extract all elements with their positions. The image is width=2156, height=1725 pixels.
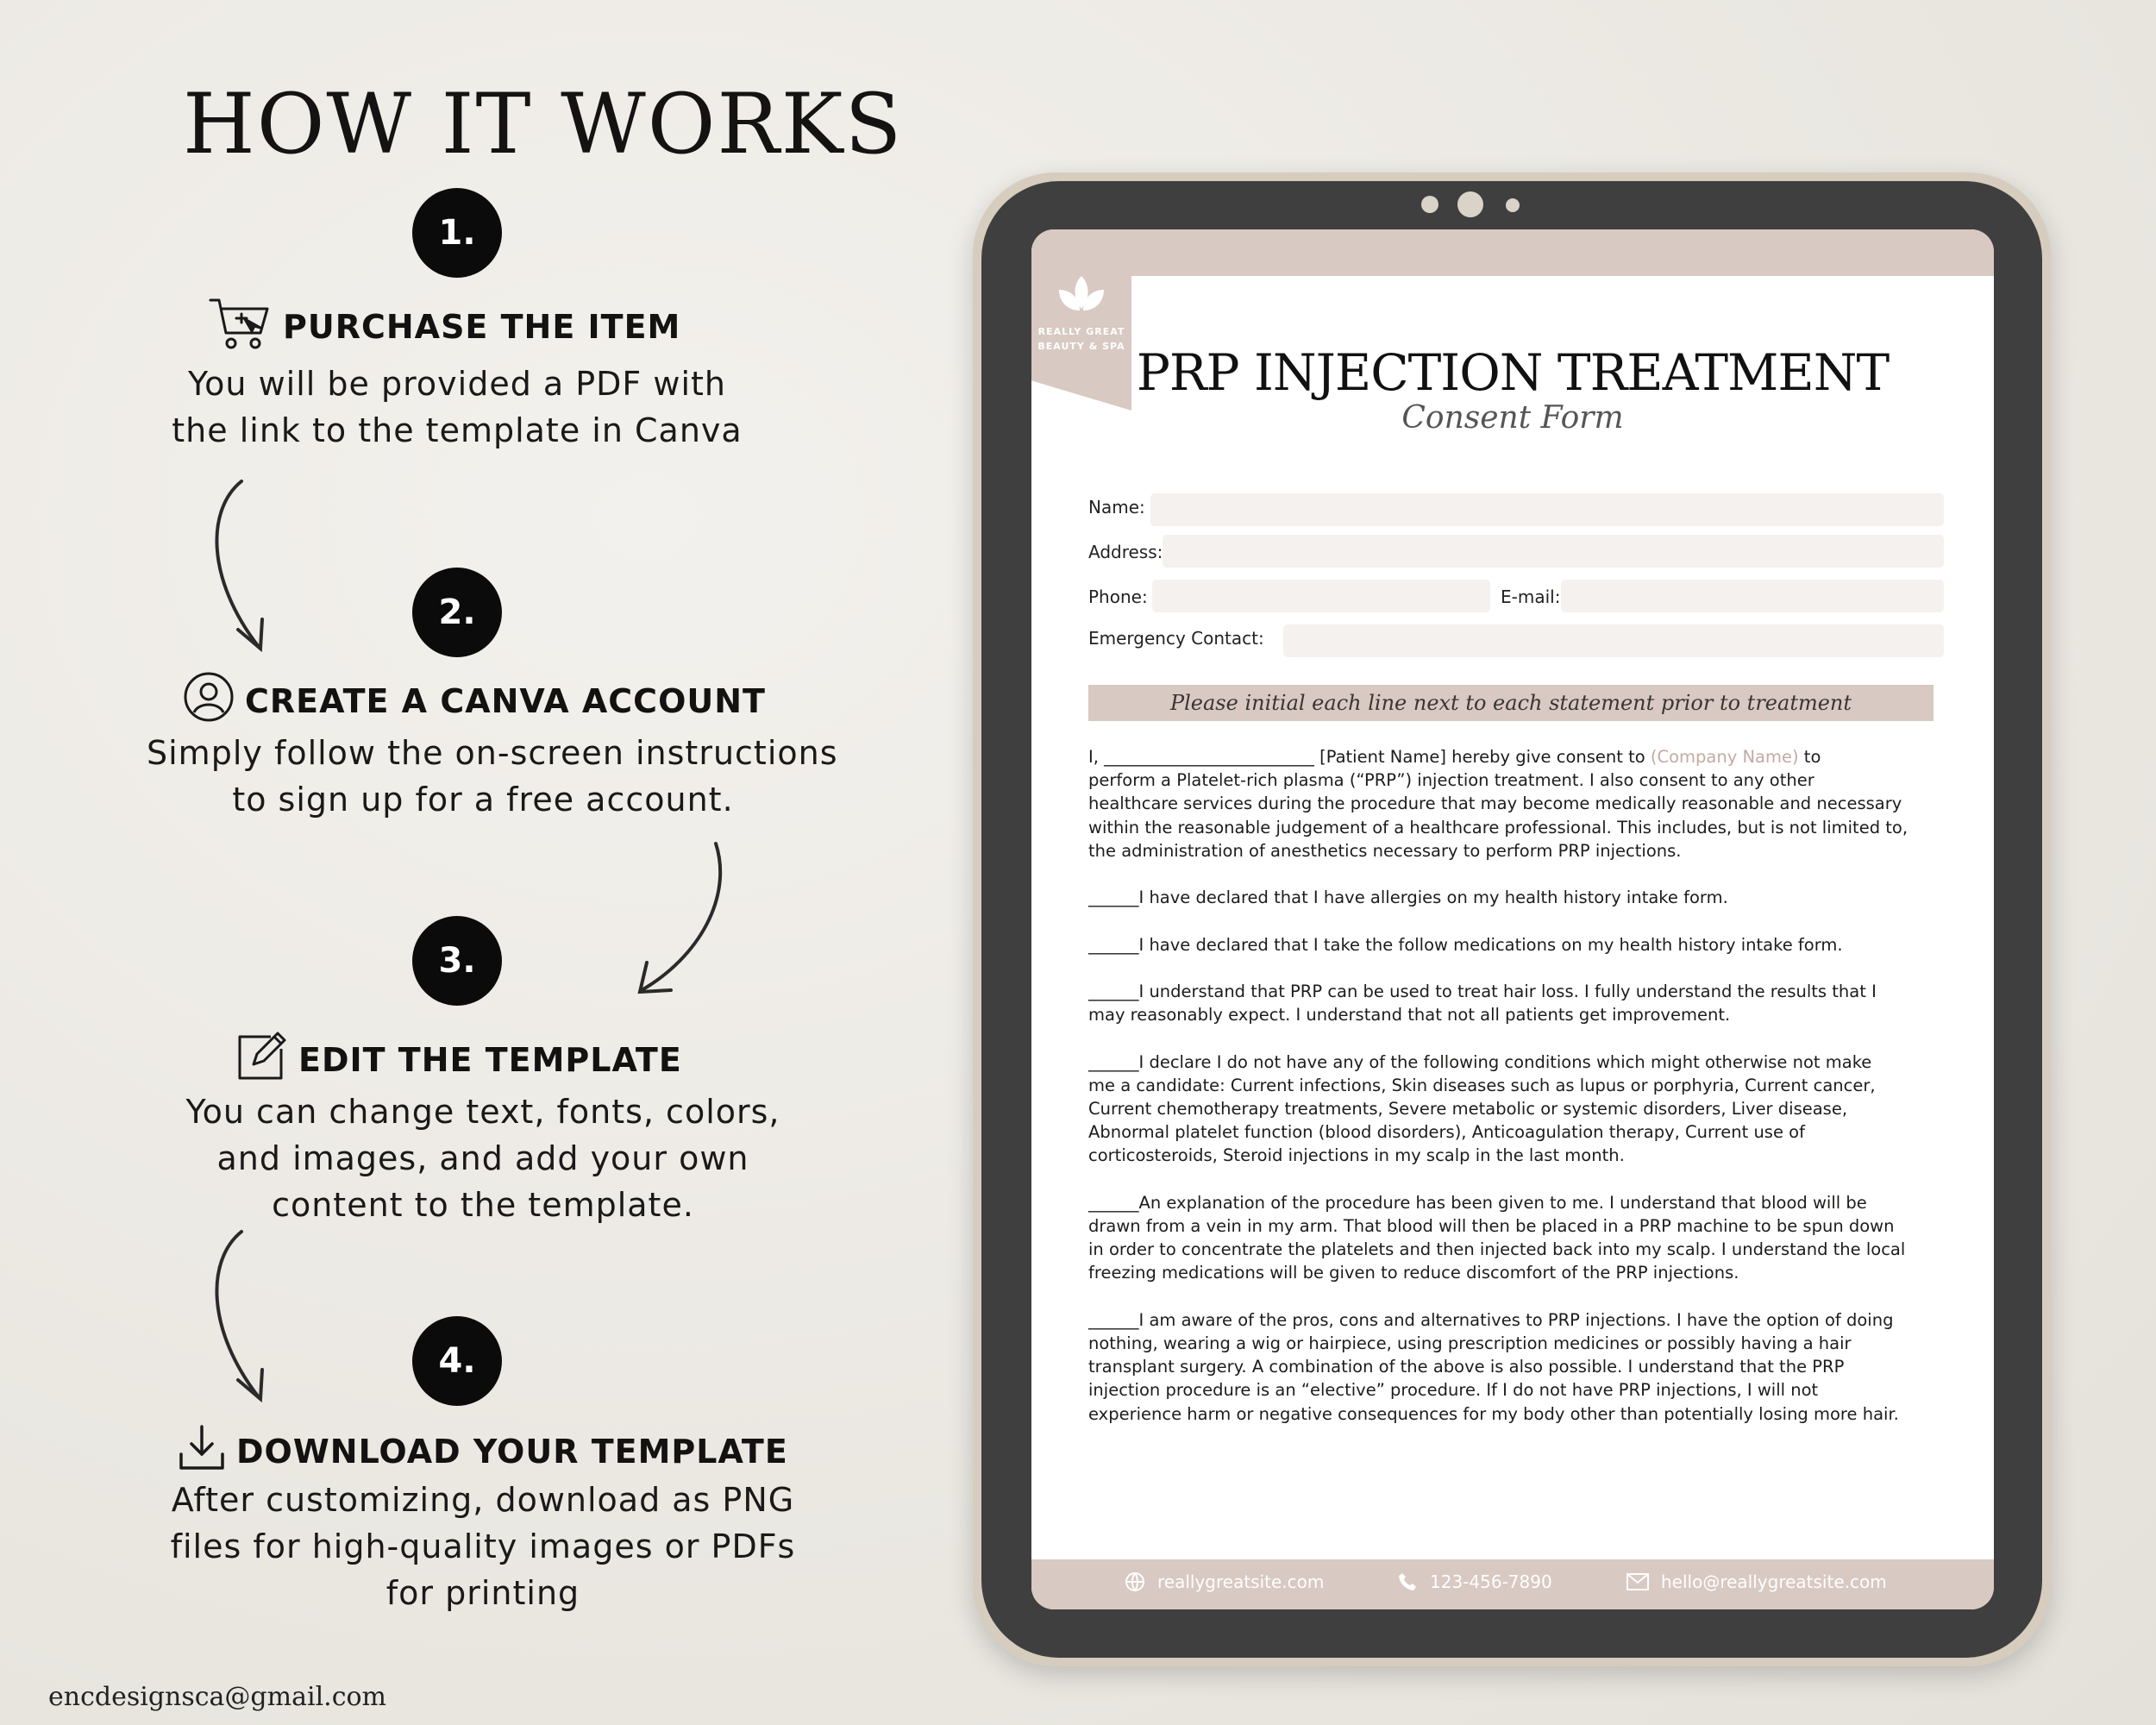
consent-paragraph [1088,980,1942,1026]
consent-line: ______I have declared that I have allergies on my health history intake form. [1088,888,1728,908]
footer-email-text: hello@reallygreatsite.com [1661,1571,1887,1592]
contact-email: encdesignsca@gmail.com [48,1682,387,1712]
mail-icon [1626,1573,1649,1590]
tablet-camera-dot [1421,196,1438,213]
step-4-desc-line: for printing [385,1574,580,1612]
step-4-title: DOWNLOAD YOUR TEMPLATE [236,1432,788,1471]
footer-phone-text: 123-456-7890 [1430,1571,1552,1592]
address-field[interactable] [1163,535,1944,568]
consent-line: freezing medications will be given to reduce discomfort of the PRP injections. [1088,1263,1739,1283]
consent-line: within the reasonable judgement of a healthcare professional. This includes, but is not limited to, [1088,817,1908,837]
email-label: E-mail: [1501,586,1561,607]
emergency-contact-field[interactable] [1283,624,1944,657]
step-4-description [155,1477,811,1616]
step-4-number: 4. [412,1316,502,1406]
document-top-band [1031,229,1994,276]
consent-line: nothing, wearing a wig or hairpiece, using prescription medicines or possibly having a hair [1088,1333,1852,1353]
document-subtitle: Consent Form [1401,400,1624,436]
globe-icon [1125,1571,1145,1592]
consent-line: experience harm or negative consequences for my body other than potentially losing more hair. [1088,1403,1899,1424]
phone-field[interactable] [1152,580,1490,612]
phone-icon [1397,1571,1418,1592]
consent-line: may reasonably expect. I understand that not all patients get improvement. [1088,1005,1731,1026]
arrow-1-icon [190,474,293,664]
name-field[interactable] [1150,493,1944,526]
step-3-title: EDIT THE TEMPLATE [298,1040,682,1079]
consent-line: ______I understand that PRP can be used to treat hair loss. I fully understand the results that I [1088,981,1877,1001]
step-1-desc-line: the link to the template in Canva [172,411,743,449]
step-3-desc-line: You can change text, fonts, colors, [185,1093,780,1131]
consent-line: ______An explanation of the procedure has been given to me. I understand that blood will be [1088,1192,1867,1213]
step-3-desc-line: and images, and add your own [216,1139,749,1177]
step-2-desc-line: Simply follow the on-screen instructions [147,734,838,772]
document-title: PRP INJECTION TREATMENT [1136,343,1890,402]
name-label: Name: [1088,497,1145,518]
address-label: Address: [1088,542,1163,562]
tablet-screen [1031,229,1994,1609]
consent-paragraph [1088,886,1942,909]
email-field[interactable] [1561,580,1944,612]
intro-suffix: to [1798,747,1821,767]
consent-line: Current chemotherapy treatments, Severe metabolic or systemic disorders, Liver disease, [1088,1098,1848,1119]
consent-paragraph [1088,1308,1942,1426]
consent-line: drawn from a vein in my arm. That blood will then be placed in a PRP machine to be spun down [1088,1215,1895,1236]
consent-line: in order to concentrate the platelets and then injected back into my scalp. I understand the local [1088,1239,1906,1260]
step-3-number: 3. [412,916,502,1006]
step-2-desc-line: to sign up for a free account. [232,781,734,819]
step-3-description [155,1088,811,1228]
tablet-sensor-dot [1506,198,1520,212]
step-2-title: CREATE A CANVA ACCOUNT [245,681,766,720]
step-4-desc-line: files for high-quality images or PDFs [170,1527,796,1565]
consent-line: ______I am aware of the pros, cons and alternatives to PRP injections. I have the option of doing [1088,1309,1894,1330]
footer-phone[interactable] [1397,1571,1552,1592]
step-3-desc-line: content to the template. [272,1186,694,1224]
logo-line: REALLY GREAT [1037,326,1125,337]
step-1-heading [207,293,680,360]
tablet-camera-lens [1457,191,1483,217]
consent-line: the administration of anesthetics necessary to perform PRP injections. [1088,840,1682,861]
step-2-description [147,730,838,823]
footer-website-text: reallygreatsite.com [1157,1571,1325,1592]
arrow-2-icon [630,837,742,1000]
consent-line: perform a Platelet-rich plasma (“PRP”) injection treatment. I also consent to any other [1088,770,1814,791]
footer-email[interactable] [1626,1571,1887,1592]
consent-line: me a candidate: Current infections, Skin diseases such as lupus or porphyria, Current cancer, [1088,1075,1876,1095]
step-2-heading [183,671,766,731]
step-3-heading [233,1028,682,1091]
phone-label: Phone: [1088,586,1148,607]
step-4-desc-line: After customizing, download as PNG [171,1481,795,1519]
emergency-contact-label: Emergency Contact: [1088,628,1264,649]
document-footer [1031,1559,1994,1609]
cart-icon [207,293,273,360]
consent-paragraph [1088,933,1942,957]
page-title: HOW IT WORKS [183,76,904,172]
consent-line: Abnormal platelet function (blood disorders), Anticoagulation therapy, Current use of [1088,1122,1805,1143]
download-icon [178,1423,226,1479]
step-1-description [155,361,759,454]
consent-paragraph [1088,1191,1942,1285]
step-1-number: 1. [412,188,502,278]
lotus-logo-icon [1056,273,1107,321]
edit-icon [233,1028,288,1091]
intro-line [1088,747,1821,767]
step-1-desc-line: You will be provided a PDF with [188,365,726,403]
intro-prefix: I, _________________________ [Patient Name] hereby give consent to [1088,747,1651,767]
consent-line: injection procedure is an “elective” procedure. If I do not have PRP injections, I will not [1088,1380,1819,1401]
consent-line: ______I declare I do not have any of the following conditions which might otherwise not make [1088,1051,1872,1072]
step-1-title: PURCHASE THE ITEM [283,307,681,346]
consent-line: ______I have declared that I take the follow medications on my health history intake form. [1088,934,1843,955]
instruction-banner: Please initial each line next to each statement prior to treatment [1088,685,1934,721]
consent-line: transplant surgery. A combination of the above is also possible. I understand that the PRP [1088,1357,1845,1377]
user-circle-icon [183,671,235,731]
footer-website[interactable] [1125,1571,1324,1592]
step-2-number: 2. [412,568,502,657]
logo-line: BEAUTY & SPA [1037,341,1125,352]
consent-line: corticosteroids, Steroid injections in my scalp in the last month. [1088,1145,1625,1166]
arrow-3-icon [190,1225,293,1414]
consent-body [1088,745,1942,1449]
consent-paragraph [1088,1051,1942,1168]
company-name-placeholder: (Company Name) [1650,747,1799,767]
consent-paragraph [1088,745,1942,862]
step-4-heading [178,1423,788,1479]
consent-line: healthcare services during the procedure that may become medically reasonable and necessary [1088,794,1902,814]
